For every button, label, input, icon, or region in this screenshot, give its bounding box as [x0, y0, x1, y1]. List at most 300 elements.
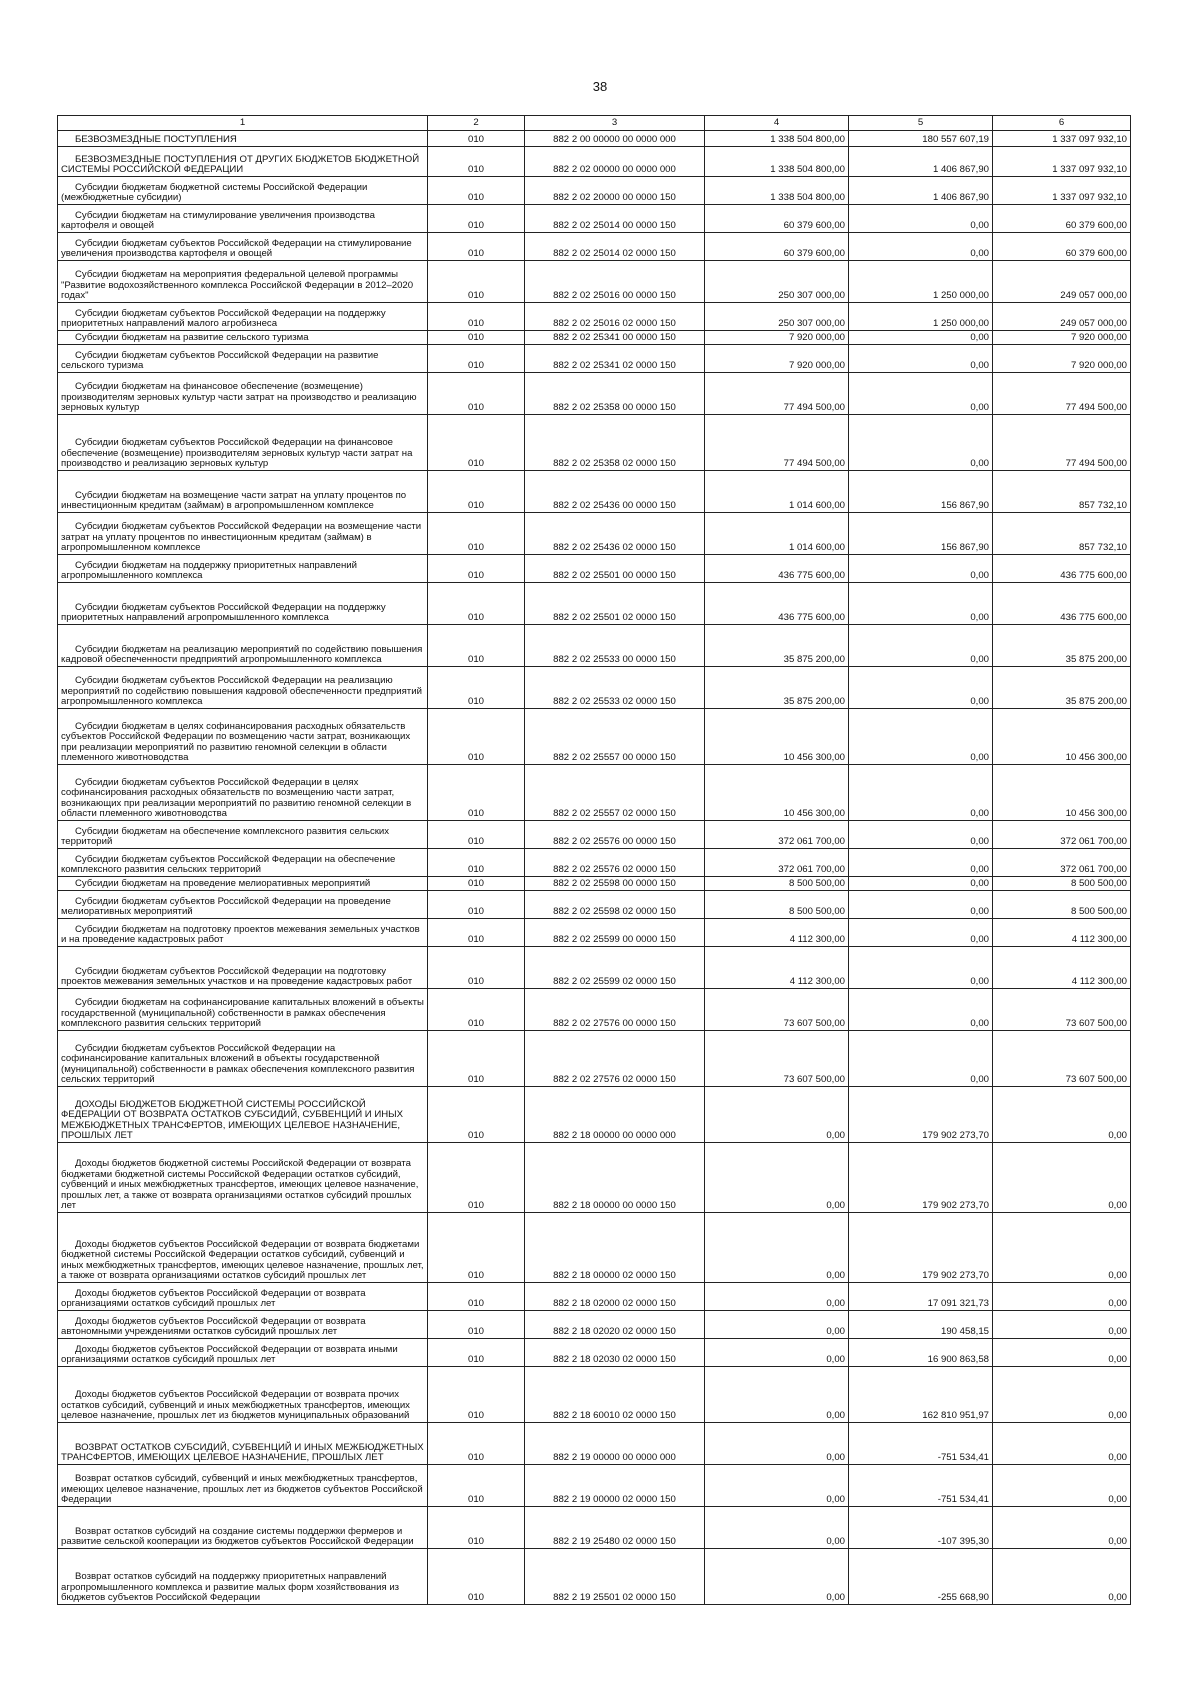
row-description-cell [58, 1507, 428, 1549]
row-value-col6: 372 061 700,00 [993, 821, 1131, 849]
row-value-col4: 436 775 600,00 [705, 555, 849, 583]
row-budget-code: 882 2 18 60010 02 0000 150 [525, 1367, 705, 1423]
row-value-col4: 4 112 300,00 [705, 947, 849, 989]
row-value-col6: 0,00 [993, 1143, 1131, 1213]
row-value-col5: 0,00 [849, 415, 993, 471]
row-description-cell [58, 919, 428, 947]
row-value-col6: 7 920 000,00 [993, 331, 1131, 345]
row-description-cell [58, 415, 428, 471]
row-description-cell [58, 1367, 428, 1423]
row-value-col4: 73 607 500,00 [705, 1031, 849, 1087]
row-value-col4: 1 338 504 800,00 [705, 177, 849, 205]
row-line-code: 010 [428, 919, 525, 947]
row-value-col6: 0,00 [993, 1283, 1131, 1311]
row-description-cell [58, 1087, 428, 1143]
row-line-code: 010 [428, 147, 525, 177]
row-value-col6: 0,00 [993, 1339, 1131, 1367]
row-line-code: 010 [428, 331, 525, 345]
row-value-col6: 0,00 [993, 1507, 1131, 1549]
row-value-col5: 162 810 951,97 [849, 1367, 993, 1423]
row-budget-code: 882 2 00 00000 00 0000 000 [525, 131, 705, 147]
row-value-col6: 77 494 500,00 [993, 373, 1131, 415]
row-value-col4: 10 456 300,00 [705, 765, 849, 821]
row-budget-code: 882 2 02 25341 00 0000 150 [525, 331, 705, 345]
row-value-col4: 0,00 [705, 1213, 849, 1283]
row-line-code: 010 [428, 1507, 525, 1549]
row-value-col6: 249 057 000,00 [993, 261, 1131, 303]
row-value-col4: 35 875 200,00 [705, 625, 849, 667]
row-value-col4: 0,00 [705, 1143, 849, 1213]
page-number: 38 [592, 79, 608, 94]
table-row [58, 555, 1131, 583]
table-row [58, 1283, 1131, 1311]
column-header: 2 [428, 116, 525, 131]
row-description: Субсидии бюджетам субъектов Российской Федерации на развитие сельского туризма [61, 349, 379, 372]
row-value-col5: 0,00 [849, 821, 993, 849]
row-line-code: 010 [428, 303, 525, 331]
row-line-code: 010 [428, 415, 525, 471]
row-budget-code: 882 2 18 02000 02 0000 150 [525, 1283, 705, 1311]
row-description: Возврат остатков субсидий, субвенций и иных межбюджетных трансфертов, имеющих целевое назначение, прошлых лет из бюджетов субъектов Российской Федерации [61, 1473, 423, 1506]
row-budget-code: 882 2 02 25576 02 0000 150 [525, 849, 705, 877]
row-description: Возврат остатков субсидий на поддержку приоритетных направлений агропромышленного комплекса и развитие малых форм хозяйствования из бюджетов субъектов Российской Федерации [61, 1571, 400, 1604]
row-description: Субсидии бюджетам субъектов Российской Федерации на стимулирование увеличения производства картофеля и овощей [61, 237, 412, 260]
row-budget-code: 882 2 02 25576 00 0000 150 [525, 821, 705, 849]
row-description: Субсидии бюджетам субъектов Российской Федерации на поддержку приоритетных направлений агропромышленного комплекса [61, 601, 386, 624]
row-value-col6: 4 112 300,00 [993, 919, 1131, 947]
row-budget-code: 882 2 02 20000 00 0000 150 [525, 177, 705, 205]
row-value-col4: 250 307 000,00 [705, 303, 849, 331]
table-row [58, 849, 1131, 877]
table-row [58, 1143, 1131, 1213]
row-value-col5: 1 250 000,00 [849, 261, 993, 303]
table-row [58, 233, 1131, 261]
row-budget-code: 882 2 02 25358 00 0000 150 [525, 373, 705, 415]
row-value-col6: 10 456 300,00 [993, 765, 1131, 821]
row-value-col5: -751 534,41 [849, 1423, 993, 1465]
row-description: Доходы бюджетов субъектов Российской Федерации от возврата иными организациями остатков субсидий прошлых лет [61, 1343, 398, 1366]
row-value-col6: 857 732,10 [993, 513, 1131, 555]
row-budget-code: 882 2 02 25533 02 0000 150 [525, 667, 705, 709]
row-description-cell [58, 947, 428, 989]
row-line-code: 010 [428, 821, 525, 849]
row-value-col6: 77 494 500,00 [993, 415, 1131, 471]
row-description-cell [58, 345, 428, 373]
row-description: Субсидии бюджетам субъектов Российской Федерации на финансовое обеспечение (возмещение) производителям зерновых культур части затрат на производство и реализацию зерновых культур [61, 437, 413, 470]
row-value-col6: 35 875 200,00 [993, 625, 1131, 667]
row-budget-code: 882 2 19 00000 02 0000 150 [525, 1465, 705, 1507]
row-value-col5: -751 534,41 [849, 1465, 993, 1507]
row-value-col5: 0,00 [849, 331, 993, 345]
row-line-code: 010 [428, 131, 525, 147]
row-value-col6: 436 775 600,00 [993, 583, 1131, 625]
row-line-code: 010 [428, 989, 525, 1031]
row-value-col5: 156 867,90 [849, 513, 993, 555]
row-budget-code: 882 2 02 00000 00 0000 000 [525, 147, 705, 177]
row-description-cell [58, 891, 428, 919]
row-description-cell [58, 709, 428, 765]
row-description-cell [58, 233, 428, 261]
row-description: Субсидии бюджетам субъектов Российской Федерации на реализацию мероприятий по содействию повышения кадровой обеспеченности предприятий агропромышленного комплекса [61, 675, 422, 708]
row-description-cell [58, 849, 428, 877]
row-value-col4: 7 920 000,00 [705, 331, 849, 345]
row-value-col4: 35 875 200,00 [705, 667, 849, 709]
row-budget-code: 882 2 18 00000 00 0000 000 [525, 1087, 705, 1143]
row-line-code: 010 [428, 205, 525, 233]
row-description-cell [58, 261, 428, 303]
row-description: Доходы бюджетов субъектов Российской Федерации от возврата автономными учреждениями остатков субсидий прошлых лет [61, 1315, 366, 1338]
row-value-col4: 0,00 [705, 1549, 849, 1605]
table-header-row [58, 116, 1131, 131]
row-description-cell [58, 1283, 428, 1311]
row-description-cell [58, 821, 428, 849]
row-value-col4: 0,00 [705, 1087, 849, 1143]
row-line-code: 010 [428, 877, 525, 891]
row-description: БЕЗВОЗМЕЗДНЫЕ ПОСТУПЛЕНИЯ ОТ ДРУГИХ БЮДЖЕТОВ БЮДЖЕТНОЙ СИСТЕМЫ РОССИЙСКОЙ ФЕДЕРАЦИИ [61, 153, 420, 176]
row-value-col6: 0,00 [993, 1367, 1131, 1423]
table-row [58, 373, 1131, 415]
row-value-col6: 372 061 700,00 [993, 849, 1131, 877]
row-value-col6: 35 875 200,00 [993, 667, 1131, 709]
row-value-col5: 180 557 607,19 [849, 131, 993, 147]
row-description-cell [58, 373, 428, 415]
row-description: ДОХОДЫ БЮДЖЕТОВ БЮДЖЕТНОЙ СИСТЕМЫ РОССИЙСКОЙ ФЕДЕРАЦИИ ОТ ВОЗВРАТА ОСТАТКОВ СУБСИДИЙ, СУБВЕНЦИЙ И ИНЫХ МЕЖБЮДЖЕТНЫХ ТРАНСФЕРТОВ, ИМЕЮЩИХ ЦЕЛЕВОЕ НАЗНАЧЕНИЕ, ПРОШЛЫХ ЛЕТ [61, 1098, 404, 1142]
row-line-code: 010 [428, 373, 525, 415]
row-value-col6: 10 456 300,00 [993, 709, 1131, 765]
row-budget-code: 882 2 02 25598 00 0000 150 [525, 877, 705, 891]
row-value-col6: 7 920 000,00 [993, 345, 1131, 373]
row-description-cell [58, 331, 428, 345]
row-value-col5: 0,00 [849, 947, 993, 989]
row-line-code: 010 [428, 1283, 525, 1311]
row-value-col4: 77 494 500,00 [705, 415, 849, 471]
row-line-code: 010 [428, 1367, 525, 1423]
row-value-col5: 0,00 [849, 891, 993, 919]
row-value-col5: 0,00 [849, 583, 993, 625]
row-value-col4: 1 014 600,00 [705, 471, 849, 513]
row-value-col5: 156 867,90 [849, 471, 993, 513]
row-description: Субсидии бюджетам на проведение мелиоративных мероприятий [75, 878, 371, 890]
row-value-col5: 190 458,15 [849, 1311, 993, 1339]
row-description-cell [58, 667, 428, 709]
row-description: Субсидии бюджетам в целях софинансирования расходных обязательств субъектов Российской Федерации по возмещению части затрат, возникающих при реализации мероприятий по развитию геномной селекции в области племенного животноводства [61, 720, 411, 764]
row-value-col6: 1 337 097 932,10 [993, 177, 1131, 205]
table-row [58, 709, 1131, 765]
row-value-col6: 0,00 [993, 1213, 1131, 1283]
row-description-cell [58, 555, 428, 583]
table-row [58, 471, 1131, 513]
row-value-col5: 0,00 [849, 233, 993, 261]
row-value-col5: 17 091 321,73 [849, 1283, 993, 1311]
row-line-code: 010 [428, 1213, 525, 1283]
row-value-col4: 436 775 600,00 [705, 583, 849, 625]
table-row [58, 345, 1131, 373]
row-value-col4: 1 338 504 800,00 [705, 147, 849, 177]
row-line-code: 010 [428, 1423, 525, 1465]
row-value-col6: 0,00 [993, 1465, 1131, 1507]
row-value-col4: 77 494 500,00 [705, 373, 849, 415]
row-description: Доходы бюджетов субъектов Российской Федерации от возврата организациями остатков субсидий прошлых лет [61, 1287, 366, 1310]
table-row [58, 1423, 1131, 1465]
row-value-col5: 0,00 [849, 667, 993, 709]
row-value-col5: 16 900 863,58 [849, 1339, 993, 1367]
row-description: Субсидии бюджетам на мероприятия федеральной целевой программы "Развитие водохозяйственного комплекса Российской Федерации в 2012–2020 годах" [61, 269, 414, 302]
row-budget-code: 882 2 19 25501 02 0000 150 [525, 1549, 705, 1605]
table-row [58, 1087, 1131, 1143]
row-line-code: 010 [428, 1087, 525, 1143]
row-value-col4: 250 307 000,00 [705, 261, 849, 303]
table-row [58, 1507, 1131, 1549]
row-value-col6: 0,00 [993, 1549, 1131, 1605]
row-budget-code: 882 2 02 25014 02 0000 150 [525, 233, 705, 261]
row-value-col5: 0,00 [849, 849, 993, 877]
row-description: Доходы бюджетов субъектов Российской Федерации от возврата бюджетами бюджетной системы Российской Федерации остатков субсидий, субвенций и иных межбюджетных трансфертов, имеющих целевое назначение, прошлых лет, а также от возврата организациями остатков субсидий прошлых лет [61, 1238, 424, 1282]
row-line-code: 010 [428, 233, 525, 261]
row-line-code: 010 [428, 1465, 525, 1507]
row-description-cell [58, 147, 428, 177]
row-budget-code: 882 2 02 25014 00 0000 150 [525, 205, 705, 233]
row-value-col5: 179 902 273,70 [849, 1143, 993, 1213]
row-value-col6: 1 337 097 932,10 [993, 147, 1131, 177]
row-line-code: 010 [428, 471, 525, 513]
row-line-code: 010 [428, 1143, 525, 1213]
row-value-col4: 7 920 000,00 [705, 345, 849, 373]
row-value-col4: 0,00 [705, 1367, 849, 1423]
row-value-col5: -107 395,30 [849, 1507, 993, 1549]
row-value-col6: 73 607 500,00 [993, 989, 1131, 1031]
row-line-code: 010 [428, 947, 525, 989]
row-description-cell [58, 1143, 428, 1213]
row-value-col6: 436 775 600,00 [993, 555, 1131, 583]
row-value-col4: 1 338 504 800,00 [705, 131, 849, 147]
table-row [58, 821, 1131, 849]
row-value-col5: 179 902 273,70 [849, 1087, 993, 1143]
row-value-col5: 1 406 867,90 [849, 177, 993, 205]
row-description: Субсидии бюджетам на реализацию мероприятий по содействию повышения кадровой обеспеченности предприятий агропромышленного комплекса [61, 643, 423, 666]
row-budget-code: 882 2 02 25557 00 0000 150 [525, 709, 705, 765]
table-row [58, 583, 1131, 625]
row-value-col5: 1 406 867,90 [849, 147, 993, 177]
row-description-cell [58, 131, 428, 147]
row-value-col4: 0,00 [705, 1339, 849, 1367]
row-line-code: 010 [428, 625, 525, 667]
row-value-col5: 0,00 [849, 919, 993, 947]
table-row [58, 877, 1131, 891]
row-budget-code: 882 2 19 00000 00 0000 000 [525, 1423, 705, 1465]
row-line-code: 010 [428, 709, 525, 765]
row-line-code: 010 [428, 849, 525, 877]
row-line-code: 010 [428, 1549, 525, 1605]
row-description: ВОЗВРАТ ОСТАТКОВ СУБСИДИЙ, СУБВЕНЦИЙ И ИНЫХ МЕЖБЮДЖЕТНЫХ ТРАНСФЕРТОВ, ИМЕЮЩИХ ЦЕЛЕВОЕ НАЗНАЧЕНИЕ, ПРОШЛЫХ ЛЕТ [61, 1441, 424, 1464]
table-row [58, 1549, 1131, 1605]
table-row [58, 1031, 1131, 1087]
row-value-col5: 0,00 [849, 625, 993, 667]
row-description-cell [58, 177, 428, 205]
row-description: Субсидии бюджетам субъектов Российской Федерации в целях софинансирования расходных обязательств по возмещению части затрат, возникающих при реализации мероприятий по развитию геномной селекции в области племенного животноводства [61, 776, 412, 820]
row-description: БЕЗВОЗМЕЗДНЫЕ ПОСТУПЛЕНИЯ [75, 134, 237, 146]
row-value-col5: -255 668,90 [849, 1549, 993, 1605]
row-line-code: 010 [428, 891, 525, 919]
row-budget-code: 882 2 02 25436 00 0000 150 [525, 471, 705, 513]
row-value-col6: 8 500 500,00 [993, 891, 1131, 919]
table-row [58, 1213, 1131, 1283]
row-budget-code: 882 2 02 25016 00 0000 150 [525, 261, 705, 303]
table-row [58, 205, 1131, 233]
table-row [58, 947, 1131, 989]
row-budget-code: 882 2 02 25341 02 0000 150 [525, 345, 705, 373]
row-line-code: 010 [428, 667, 525, 709]
row-description-cell [58, 625, 428, 667]
row-description-cell [58, 1549, 428, 1605]
table-row [58, 1465, 1131, 1507]
row-value-col6: 73 607 500,00 [993, 1031, 1131, 1087]
row-value-col6: 0,00 [993, 1423, 1131, 1465]
row-value-col5: 0,00 [849, 1031, 993, 1087]
row-description-cell [58, 303, 428, 331]
row-description: Субсидии бюджетам субъектов Российской Федерации на поддержку приоритетных направлений малого агробизнеса [61, 307, 386, 330]
table-row [58, 415, 1131, 471]
table-row [58, 667, 1131, 709]
row-budget-code: 882 2 02 25533 00 0000 150 [525, 625, 705, 667]
table-row [58, 261, 1131, 303]
row-value-col4: 0,00 [705, 1283, 849, 1311]
row-budget-code: 882 2 02 25016 02 0000 150 [525, 303, 705, 331]
row-line-code: 010 [428, 1311, 525, 1339]
row-line-code: 010 [428, 513, 525, 555]
row-line-code: 010 [428, 1031, 525, 1087]
row-line-code: 010 [428, 177, 525, 205]
row-value-col4: 8 500 500,00 [705, 877, 849, 891]
row-value-col4: 0,00 [705, 1465, 849, 1507]
row-budget-code: 882 2 18 00000 00 0000 150 [525, 1143, 705, 1213]
row-value-col4: 0,00 [705, 1507, 849, 1549]
row-description-cell [58, 1311, 428, 1339]
column-header: 5 [849, 116, 993, 131]
row-description: Субсидии бюджетам на развитие сельского туризма [75, 332, 309, 344]
table-row [58, 919, 1131, 947]
row-value-col6: 0,00 [993, 1311, 1131, 1339]
row-value-col4: 0,00 [705, 1311, 849, 1339]
table-row [58, 513, 1131, 555]
row-value-col5: 0,00 [849, 373, 993, 415]
row-description-cell [58, 471, 428, 513]
row-description: Возврат остатков субсидий на создание системы поддержки фермеров и развитие сельской кооперации из бюджетов субъектов Российской Федерации [61, 1525, 414, 1548]
row-description-cell [58, 583, 428, 625]
row-budget-code: 882 2 02 25557 02 0000 150 [525, 765, 705, 821]
row-description: Субсидии бюджетам на подготовку проектов межевания земельных участков и на проведение кадастровых работ [61, 923, 420, 946]
row-value-col5: 179 902 273,70 [849, 1213, 993, 1283]
row-description: Субсидии бюджетам субъектов Российской Федерации на обеспечение комплексного развития сельских территорий [61, 853, 396, 876]
row-value-col4: 372 061 700,00 [705, 821, 849, 849]
column-header: 3 [525, 116, 705, 131]
table-row [58, 303, 1131, 331]
row-budget-code: 882 2 02 25501 02 0000 150 [525, 583, 705, 625]
table-row [58, 1311, 1131, 1339]
row-description: Субсидии бюджетам субъектов Российской Федерации на подготовку проектов межевания земельных участков и на проведение кадастровых работ [61, 965, 413, 988]
row-description-cell [58, 1031, 428, 1087]
row-description: Субсидии бюджетам субъектов Российской Федерации на проведение мелиоративных мероприятий [61, 895, 391, 918]
row-value-col5: 0,00 [849, 345, 993, 373]
table-row [58, 1339, 1131, 1367]
row-line-code: 010 [428, 555, 525, 583]
row-description-cell [58, 1465, 428, 1507]
row-value-col5: 0,00 [849, 709, 993, 765]
row-value-col5: 1 250 000,00 [849, 303, 993, 331]
row-line-code: 010 [428, 583, 525, 625]
row-budget-code: 882 2 18 02020 02 0000 150 [525, 1311, 705, 1339]
row-description: Субсидии бюджетам субъектов Российской Федерации на возмещение части затрат на уплату процентов по инвестиционным кредитам (займам) в агропромышленном комплексе [61, 521, 422, 554]
row-budget-code: 882 2 02 25599 02 0000 150 [525, 947, 705, 989]
row-description-cell [58, 1213, 428, 1283]
table-row [58, 147, 1131, 177]
row-value-col5: 0,00 [849, 765, 993, 821]
budget-table [57, 115, 1131, 1605]
row-line-code: 010 [428, 765, 525, 821]
row-value-col5: 0,00 [849, 877, 993, 891]
row-description-cell [58, 1423, 428, 1465]
row-budget-code: 882 2 02 25598 02 0000 150 [525, 891, 705, 919]
row-value-col6: 60 379 600,00 [993, 233, 1131, 261]
row-description: Субсидии бюджетам бюджетной системы Российской Федерации (межбюджетные субсидии) [61, 181, 368, 204]
row-description-cell [58, 205, 428, 233]
row-budget-code: 882 2 02 27576 00 0000 150 [525, 989, 705, 1031]
row-value-col6: 249 057 000,00 [993, 303, 1131, 331]
row-value-col5: 0,00 [849, 989, 993, 1031]
row-value-col4: 0,00 [705, 1423, 849, 1465]
row-budget-code: 882 2 02 27576 02 0000 150 [525, 1031, 705, 1087]
row-value-col5: 0,00 [849, 205, 993, 233]
row-description: Субсидии бюджетам на софинансирование капитальных вложений в объекты государственной (муниципальной) собственности в рамках обеспечения комплексного развития сельских территорий [61, 997, 424, 1030]
row-value-col4: 10 456 300,00 [705, 709, 849, 765]
table-row [58, 765, 1131, 821]
row-value-col6: 8 500 500,00 [993, 877, 1131, 891]
row-budget-code: 882 2 02 25501 00 0000 150 [525, 555, 705, 583]
row-value-col6: 1 337 097 932,10 [993, 131, 1131, 147]
row-line-code: 010 [428, 1339, 525, 1367]
row-value-col4: 60 379 600,00 [705, 205, 849, 233]
row-description: Субсидии бюджетам на возмещение части затрат на уплату процентов по инвестиционным кредитам (займам) в агропромышленном комплексе [61, 489, 407, 512]
row-description: Субсидии бюджетам на стимулирование увеличения производства картофеля и овощей [61, 209, 375, 232]
row-value-col6: 857 732,10 [993, 471, 1131, 513]
row-value-col6: 60 379 600,00 [993, 205, 1131, 233]
row-description: Субсидии бюджетам субъектов Российской Федерации на софинансирование капитальных вложений в объекты государственной (муниципальной) собственности в рамках обеспечения комплексного развития сельских территорий [61, 1042, 415, 1086]
row-value-col4: 73 607 500,00 [705, 989, 849, 1031]
row-description: Доходы бюджетов субъектов Российской Федерации от возврата прочих остатков субсидий, субвенций и иных межбюджетных трансфертов, имеющих целевое назначение, прошлых лет из бюджетов муниципальных образований [61, 1389, 410, 1422]
row-budget-code: 882 2 18 02030 02 0000 150 [525, 1339, 705, 1367]
row-budget-code: 882 2 02 25436 02 0000 150 [525, 513, 705, 555]
row-budget-code: 882 2 18 00000 02 0000 150 [525, 1213, 705, 1283]
row-description: Субсидии бюджетам на обеспечение комплексного развития сельских территорий [61, 825, 390, 848]
table-row [58, 1367, 1131, 1423]
row-value-col4: 1 014 600,00 [705, 513, 849, 555]
row-value-col6: 4 112 300,00 [993, 947, 1131, 989]
row-value-col6: 0,00 [993, 1087, 1131, 1143]
row-line-code: 010 [428, 345, 525, 373]
row-description: Субсидии бюджетам на финансовое обеспечение (возмещение) производителям зерновых культур части затрат на производство и реализацию зерновых культур [61, 381, 417, 414]
row-value-col4: 8 500 500,00 [705, 891, 849, 919]
row-description-cell [58, 877, 428, 891]
row-value-col4: 372 061 700,00 [705, 849, 849, 877]
row-description-cell [58, 765, 428, 821]
column-header: 4 [705, 116, 849, 131]
row-budget-code: 882 2 02 25358 02 0000 150 [525, 415, 705, 471]
table-row [58, 625, 1131, 667]
row-description-cell [58, 1339, 428, 1367]
row-value-col4: 60 379 600,00 [705, 233, 849, 261]
table-row [58, 891, 1131, 919]
column-header: 1 [58, 116, 428, 131]
row-description: Субсидии бюджетам на поддержку приоритетных направлений агропромышленного комплекса [61, 559, 358, 582]
